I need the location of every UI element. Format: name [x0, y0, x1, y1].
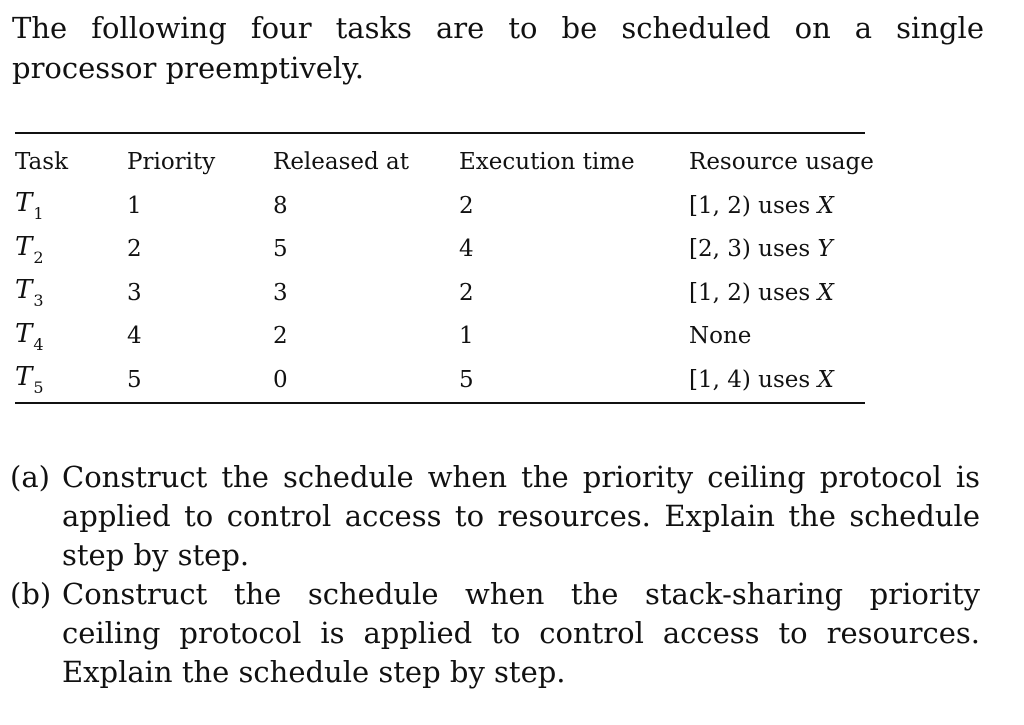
task-cell [15, 228, 127, 272]
table-header-row [15, 134, 865, 182]
task-cell [15, 271, 127, 315]
task-name: T [15, 275, 33, 306]
exec-cell: 4 [459, 236, 474, 263]
task-name: T [15, 362, 33, 393]
header-resource: Resource usage [689, 149, 874, 175]
exec-cell: 1 [459, 323, 474, 350]
released-cell: 3 [273, 279, 288, 306]
priority-cell: 4 [127, 323, 142, 350]
exec-cell: 2 [459, 279, 474, 306]
task-table [15, 132, 874, 404]
header-execution: Execution time [459, 149, 635, 175]
question-label: (a) [10, 460, 50, 494]
exec-cell: 5 [459, 366, 474, 393]
header-task: Task [15, 149, 69, 175]
table-row [15, 358, 865, 402]
released-cell: 5 [273, 236, 288, 263]
question-b [10, 575, 980, 692]
intro-paragraph: The following four tasks are to be scheduled on a single processor preemptively. [12, 11, 984, 85]
task-cell [15, 358, 127, 402]
priority-cell: 3 [127, 279, 142, 306]
resource-cell [689, 358, 865, 402]
task-subscript: 2 [33, 247, 44, 267]
table-row [15, 228, 865, 272]
question-list [10, 458, 980, 692]
priority-cell: 2 [127, 236, 142, 263]
resource-cell [689, 315, 865, 359]
priority-cell: 5 [127, 366, 142, 393]
resource-text: None [689, 323, 752, 350]
question-text: Construct the schedule when the priority ceiling protocol is applied to control access to resources. Explain the schedule step by step. [62, 460, 980, 572]
released-cell: 2 [273, 323, 288, 350]
priority-cell: 1 [127, 192, 142, 219]
resource-text: [1, 4) uses [689, 366, 818, 393]
task-name: T [15, 318, 33, 349]
resource-text: [2, 3) uses [689, 236, 818, 263]
table-row [15, 182, 865, 228]
resource-cell [689, 228, 865, 272]
resource-text: [1, 2) uses [689, 279, 818, 306]
resource-var: X [817, 279, 834, 306]
table-row [15, 271, 865, 315]
question-a [10, 458, 980, 575]
header-priority: Priority [127, 149, 216, 175]
header-released: Released at [273, 149, 410, 175]
resource-cell [689, 182, 865, 228]
table-row [15, 315, 865, 359]
resource-cell [689, 271, 865, 315]
task-name: T [15, 188, 33, 219]
question-text: Construct the schedule when the stack-sharing priority ceiling protocol is applied to control access to resources. Explain the schedule step by step. [62, 577, 980, 689]
task-subscript: 3 [33, 291, 44, 311]
question-label: (b) [10, 577, 52, 611]
table-bottom-rule [15, 402, 865, 404]
task-subscript: 5 [33, 378, 44, 398]
task-cell [15, 182, 127, 228]
task-cell [15, 315, 127, 359]
resource-var: Y [817, 236, 833, 263]
released-cell: 8 [273, 192, 288, 219]
task-subscript: 1 [33, 204, 44, 224]
resource-text: [1, 2) uses [689, 192, 818, 219]
task-name: T [15, 231, 33, 262]
resource-var: X [817, 366, 834, 393]
resource-var: X [817, 192, 834, 219]
exec-cell: 2 [459, 192, 474, 219]
released-cell: 0 [273, 366, 288, 393]
task-subscript: 4 [33, 334, 44, 354]
